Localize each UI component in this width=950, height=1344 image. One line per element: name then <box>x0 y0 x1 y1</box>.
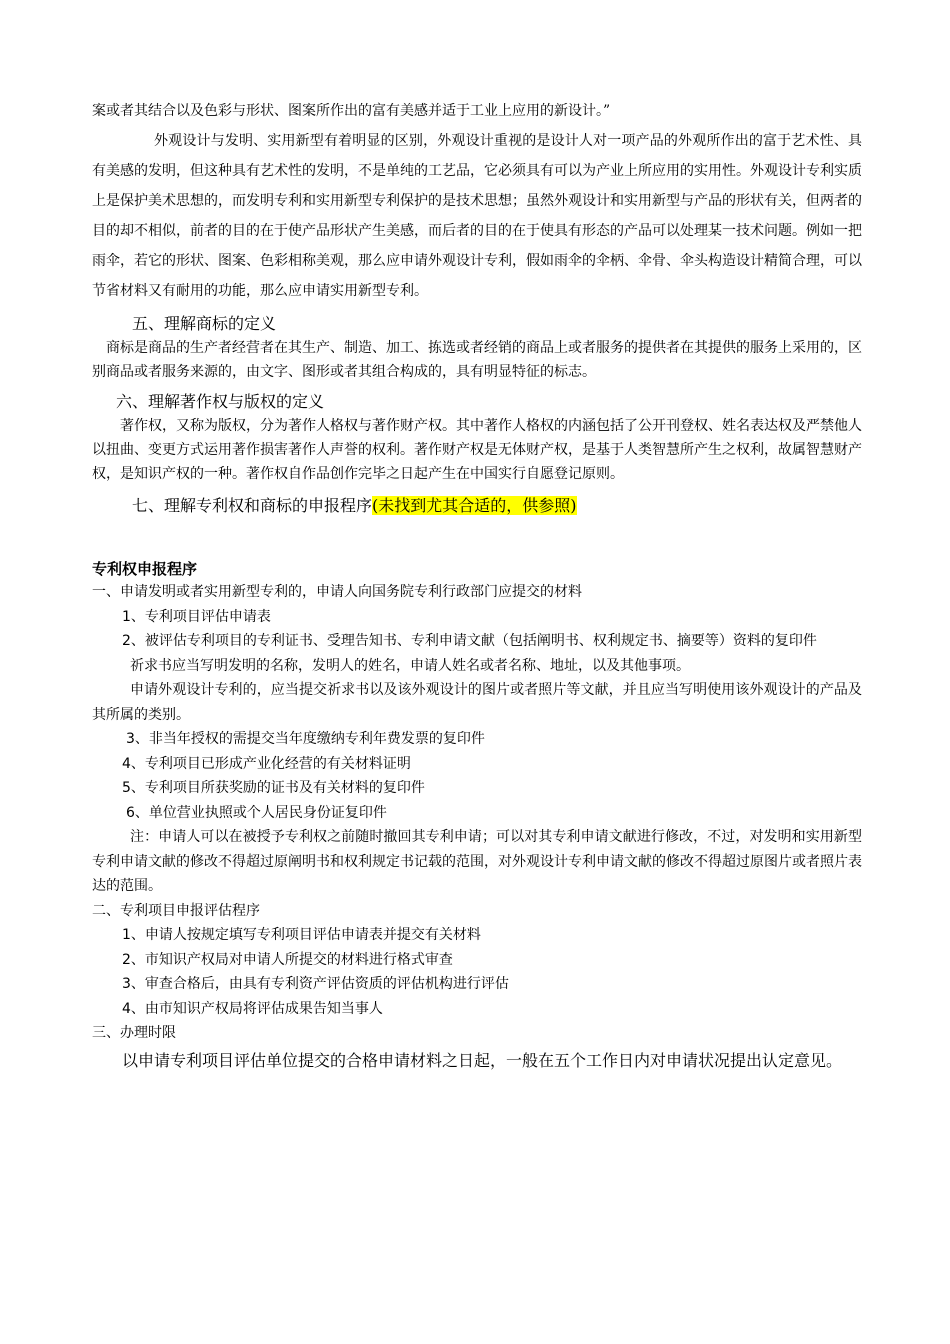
part-3-heading: 三、办理时限 <box>92 1025 176 1041</box>
review-step-1: 1、申请人按规定填写专利项目评估申请表并提交有关材料 <box>122 927 481 943</box>
design-definition-block <box>92 96 862 306</box>
section-7-heading-text: 七、理解专利权和商标的申报程序 <box>132 496 373 515</box>
petition-note: 祈求书应当写明发明的名称，发明人的姓名，申请人姓名或者名称、地址，以及其他事项。 <box>130 657 690 674</box>
section-7-heading <box>92 494 862 518</box>
material-item-2: 2、被评估专利项目的专利证书、受理告知书、专利申请文献（包括阐明书、权利规定书、摘要等）资料的复印件 <box>122 633 817 649</box>
section-6-heading: 六、理解著作权与版权的定义 <box>116 392 325 411</box>
section-6-body: 著作权，又称为版权，分为著作人格权与著作财产权。其中著作人格权的内涵包括了公开刊登权、姓名表达权及严禁他人以扭曲、变更方式运用著作损害著作人声誉的权利。著作财产权是无体财产权，是基于人类智慧所产生之权利，故属智慧财产权，是知识产权的一种。著作权自作品创作完毕之日起产生在中国实行自愿登记原则。 <box>92 418 862 482</box>
document-page <box>92 96 862 1074</box>
design-paragraph: 外观设计与发明、实用新型有着明显的区别，外观设计重视的是设计人对一项产品的外观所作出的富于艺术性、具有美感的发明，但这种具有艺术性的发明，不是单纯的工艺品，它必须具有可以为产业上所应用的实用性。外观设计专利实质上是保护美术思想的，而发明专利和实用新型专利保护的是技术思想；虽然外观设计和实用新型与产品的形状有关，但两者的目的却不相似，前者的目的在于使产品形状产生美感，而后者的目的在于使具有形态的产品可以处理某一技术问题。例如一把雨伞，若它的形状、图案、色彩相称美观，那么应申请外观设计专利，假如雨伞的伞柄、伞骨、伞头构造设计精简合理，可以节省材料又有耐用的功能，那么应申请实用新型专利。 <box>92 133 862 299</box>
material-item-5: 5、专利项目所获奖励的证书及有关材料的复印件 <box>122 780 425 796</box>
procedure-body <box>92 580 862 1046</box>
continuation-line: 案或者其结合以及色彩与形状、图案所作出的富有美感并适于工业上应用的新设计。” <box>92 103 611 119</box>
material-item-6: 6、单位营业执照或个人居民身份证复印件 <box>126 804 387 821</box>
design-application-note: 申请外观设计专利的，应当提交祈求书以及该外观设计的图片或者照片等文献，并且应当写明使用该外观设计的产品及其所属的类别。 <box>92 682 862 723</box>
material-item-3: 3、非当年授权的需提交当年度缴纳专利年费发票的复印件 <box>126 731 485 747</box>
section-5-heading: 五、理解商标的定义 <box>132 314 277 333</box>
section-5-body: 商标是商品的生产者经营者在其生产、制造、加工、拣选或者经销的商品上或者服务的提供者在其提供的服务上采用的，区别商品或者服务来源的，由文字、图形或者其组合构成的，具有明显特征的标志。 <box>92 340 862 380</box>
material-item-4: 4、专利项目已形成产业化经营的有关材料证明 <box>122 755 411 772</box>
review-step-2: 2、市知识产权局对申请人所提交的材料进行格式审查 <box>122 951 453 968</box>
part-1-heading: 一、申请发明或者实用新型专利的，申请人向国务院专利行政部门应提交的材料 <box>92 584 582 600</box>
remark-note: 注：申请人可以在被授予专利权之前随时撤回其专利申请；可以对其专利申请文献进行修改，不过，对发明和实用新型专利申请文献的修改不得超过原阐明书和权利规定书记载的范围，对外观设计专利申请文献的修改不得超过原图片或者照片表达的范围。 <box>92 829 862 894</box>
material-item-1: 1、专利项目评估申请表 <box>122 608 271 625</box>
part-2-heading: 二、专利项目申报评估程序 <box>92 902 260 919</box>
procedure-title: 专利权申报程序 <box>92 560 198 578</box>
review-step-3: 3、审查合格后，由具有专利资产评估资质的评估机构进行评估 <box>122 976 509 992</box>
time-limit-paragraph: 以申请专利项目评估单位提交的合格申请材料之日起，一般在五个工作日内对申请状况提出认定意见。 <box>122 1050 843 1070</box>
highlighted-note: (未找到尤其合适的，供参照) <box>372 496 577 515</box>
review-step-4: 4、由市知识产权局将评估成果告知当事人 <box>122 1000 383 1017</box>
